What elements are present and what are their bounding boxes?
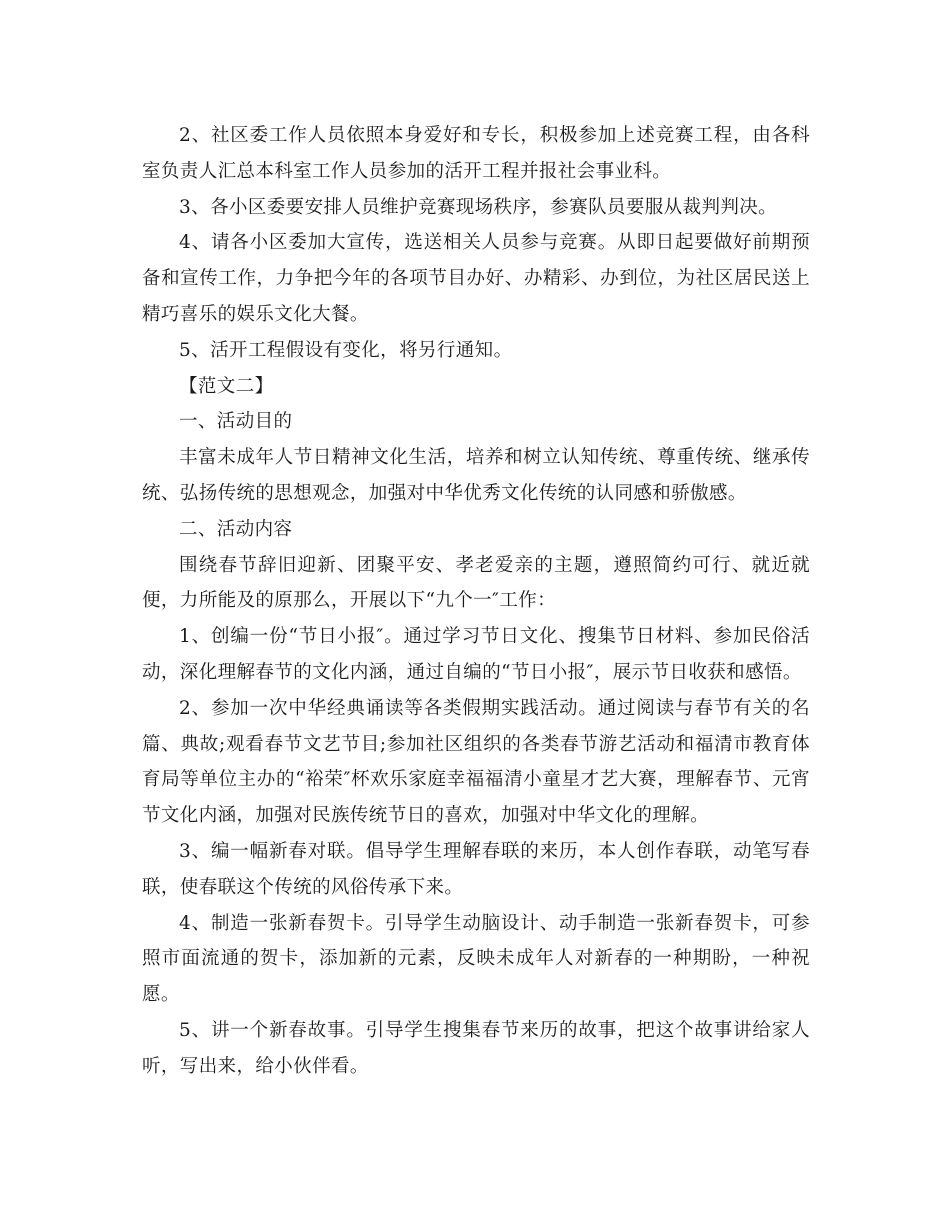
activity-item-3: 3、编一幅新春对联。倡导学生理解春联的来历，本人创作春联，动笔写春联，使春联这个传统的风俗传承下来。 xyxy=(142,840,810,898)
paragraph-item-3: 3、各小区委要安排人员维护竞赛现场秩序，参赛队员要服从裁判判决。 xyxy=(179,196,778,218)
paragraph-activity-intro: 围绕春节辞旧迎新、团聚平安、孝老爱亲的主题，遵照简约可行、就近就便，力所能及的原那么，开展以下“九个一″工作： xyxy=(142,554,810,612)
paragraph-item-2: 2、社区委工作人员依照本身爱好和专长，积极参加上述竞赛工程，由各科室负责人汇总本科室工作人员参加的活开工程并报社会事业科。 xyxy=(142,125,810,182)
activity-item-1: 1、创编一份“节日小报″。通过学习节日文化、搜集节日材料、参加民俗活动，深化理解春节的文化内涵，通过自编的“节日小报″，展示节日收获和感悟。 xyxy=(142,626,810,683)
section-heading-sample-two: 【范文二】 xyxy=(179,375,274,397)
heading-activity-content: 二、活动内容 xyxy=(179,518,293,540)
activity-item-5: 5、讲一个新春故事。引导学生搜集春节来历的故事，把这个故事讲给家人听，写出来，给小伙伴看。 xyxy=(142,1019,810,1077)
paragraph-item-4: 4、请各小区委加大宣传，选送相关人员参与竞赛。从即日起要做好前期预备和宣传工作，力争把今年的各项节目办好、办精彩、办到位，为社区居民送上精巧喜乐的娱乐文化大餐。 xyxy=(142,232,810,325)
activity-item-4: 4、制造一张新春贺卡。引导学生动脑设计、动手制造一张新春贺卡，可参照市面流通的贺卡，添加新的元素，反映未成年人对新春的一种期盼，一种祝愿。 xyxy=(142,912,810,1006)
activity-item-2: 2、参加一次中华经典诵读等各类假期实践活动。通过阅读与春节有关的名篇、典故;观看春节文艺节目;参加社区组织的各类春节游艺活动和福清市教育体育局等单位主办的“裕荣″杯欢乐家庭幸福福清小童星才艺大赛，理解春节、元宵节文化内涵，加强对民族传统节日的喜欢，加强对中华文化的理解。 xyxy=(142,697,810,827)
document-body xyxy=(142,118,810,1085)
heading-activity-purpose: 一、活动目的 xyxy=(179,411,293,433)
paragraph-activity-purpose: 丰富未成年人节日精神文化生活，培养和树立认知传统、尊重传统、继承传统、弘扬传统的思想观念，加强对中华优秀文化传统的认同感和骄傲感。 xyxy=(142,447,810,504)
paragraph-item-5: 5、活开工程假设有变化，将另行通知。 xyxy=(179,339,513,361)
